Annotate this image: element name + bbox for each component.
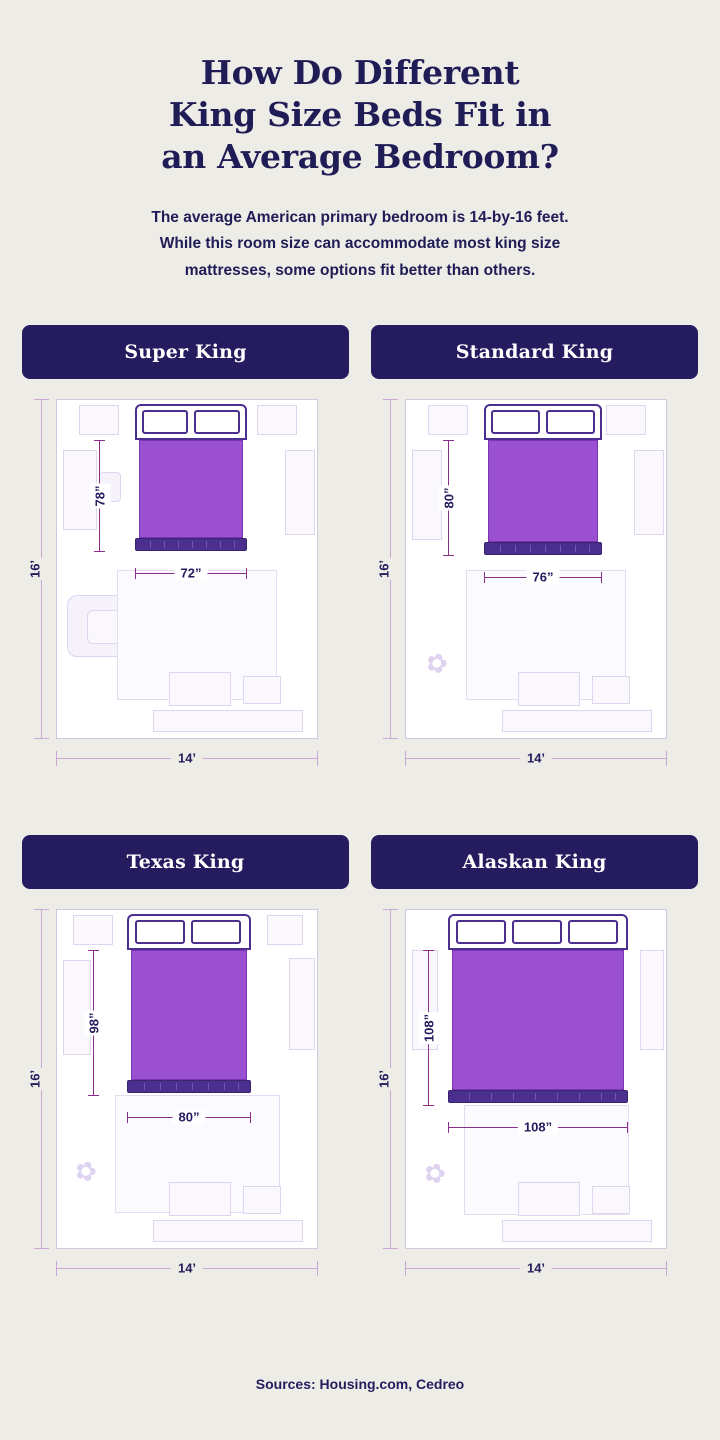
pillow (512, 920, 562, 944)
bed-depth-measure (92, 440, 107, 552)
nightstand-right (606, 405, 646, 435)
footboard (127, 1080, 251, 1093)
subtitle-line-1: The average American primary bedroom is 14-by-16 feet. (151, 208, 569, 226)
bed-depth-label: 108” (418, 1012, 439, 1044)
mattress (452, 950, 624, 1090)
room-floorplan (405, 399, 667, 739)
footboard (484, 542, 602, 555)
room-depth-label: 16’ (373, 1068, 396, 1090)
bed-width-label: 76” (527, 570, 560, 585)
panel-title: Super King (124, 340, 247, 363)
side-table (243, 676, 281, 704)
room-width-ruler (405, 1259, 698, 1277)
bench (518, 1182, 580, 1216)
dresser (640, 950, 664, 1050)
room-width-label: 14’ (171, 1260, 203, 1275)
bench (169, 672, 231, 706)
nightstand-left (73, 915, 113, 945)
wardrobe (412, 450, 442, 540)
panel-texas-king (22, 835, 349, 1287)
subtitle-line-2: While this room size can accommodate most king size (159, 235, 561, 253)
nightstand-left (428, 405, 468, 435)
panel-title: Texas King (126, 850, 245, 873)
room-depth-label: 16’ (24, 558, 47, 580)
side-table (243, 1186, 281, 1214)
mattress (488, 440, 598, 542)
bed-width-label: 72” (175, 566, 208, 581)
panel-header-standard-king (371, 325, 698, 379)
mattress (139, 440, 243, 538)
pillow (456, 920, 506, 944)
bed-width-measure (127, 1109, 251, 1125)
room-diagram-alaskan-king (371, 909, 698, 1287)
room-floorplan (56, 909, 318, 1249)
bed-alaskan-king (448, 914, 628, 1106)
mattress (131, 950, 247, 1080)
bed-width-label: 108” (518, 1120, 558, 1135)
page-subtitle (0, 205, 720, 285)
panel-header-super-king (22, 325, 349, 379)
pillow (194, 410, 240, 434)
bed-width-measure (135, 565, 247, 581)
room-width-ruler (56, 749, 349, 767)
footboard (448, 1090, 628, 1103)
dresser (634, 450, 664, 535)
title-line-3: an Average Bedroom? (161, 137, 559, 177)
room-width-label: 14’ (520, 750, 552, 765)
nightstand-right (257, 405, 297, 435)
room-floorplan (405, 909, 667, 1249)
console-table (502, 1220, 652, 1242)
panel-title: Standard King (455, 340, 614, 363)
plant-icon: ✿ (419, 1155, 450, 1191)
title-line-1: How Do Different (200, 53, 520, 92)
room-depth-label: 16’ (373, 558, 396, 580)
room-depth-ruler (376, 909, 401, 1249)
wardrobe (63, 960, 91, 1055)
room-diagram-texas-king (22, 909, 349, 1287)
room-width-label: 14’ (520, 1260, 552, 1275)
footboard (135, 538, 247, 551)
pillow (568, 920, 618, 944)
room-width-ruler (56, 1259, 349, 1277)
room-depth-label: 16’ (24, 1068, 47, 1090)
console-table (153, 710, 303, 732)
console-table (502, 710, 652, 732)
page-title (0, 0, 720, 179)
side-table (592, 676, 630, 704)
bench (169, 1182, 231, 1216)
pillow (191, 920, 241, 944)
bed-super-king (135, 404, 247, 552)
room-depth-ruler (27, 909, 52, 1249)
bed-depth-measure (86, 950, 101, 1096)
panel-super-king (22, 325, 349, 777)
bed-depth-label: 98” (83, 1010, 104, 1035)
panel-standard-king (371, 325, 698, 777)
pillow (135, 920, 185, 944)
bed-depth-label: 80” (438, 485, 459, 510)
bed-width-measure (484, 569, 602, 585)
bed-width-measure (448, 1119, 628, 1135)
room-depth-ruler (27, 399, 52, 739)
panel-alaskan-king (371, 835, 698, 1287)
sources-text: Sources: Housing.com, Cedreo (255, 1376, 465, 1392)
nightstand-left (79, 405, 119, 435)
bed-texas-king (127, 914, 251, 1096)
room-width-label: 14’ (171, 750, 203, 765)
room-width-ruler (405, 749, 698, 767)
plant-icon: ✿ (421, 645, 452, 681)
side-table (592, 1186, 630, 1214)
dresser (289, 958, 315, 1050)
bed-standard-king (484, 404, 602, 556)
bed-depth-measure (441, 440, 456, 556)
panel-title: Alaskan King (462, 850, 607, 873)
console-table (153, 1220, 303, 1242)
plant-icon: ✿ (70, 1153, 101, 1189)
title-line-2: King Size Beds Fit in (168, 95, 552, 135)
panel-header-alaskan-king (371, 835, 698, 889)
bench (518, 672, 580, 706)
room-depth-ruler (376, 399, 401, 739)
panel-header-texas-king (22, 835, 349, 889)
room-diagram-standard-king (371, 399, 698, 777)
pillow (142, 410, 188, 434)
nightstand-right (267, 915, 303, 945)
bed-depth-measure (421, 950, 436, 1106)
pillow (491, 410, 540, 434)
bed-depth-label: 78” (89, 483, 110, 508)
room-diagram-super-king (22, 399, 349, 777)
bed-width-label: 80” (173, 1110, 206, 1125)
dresser (285, 450, 315, 535)
subtitle-line-3: mattresses, some options fit better than others. (184, 262, 536, 280)
room-floorplan (56, 399, 318, 739)
bed-comparison-grid (0, 325, 720, 1287)
pillow (546, 410, 595, 434)
